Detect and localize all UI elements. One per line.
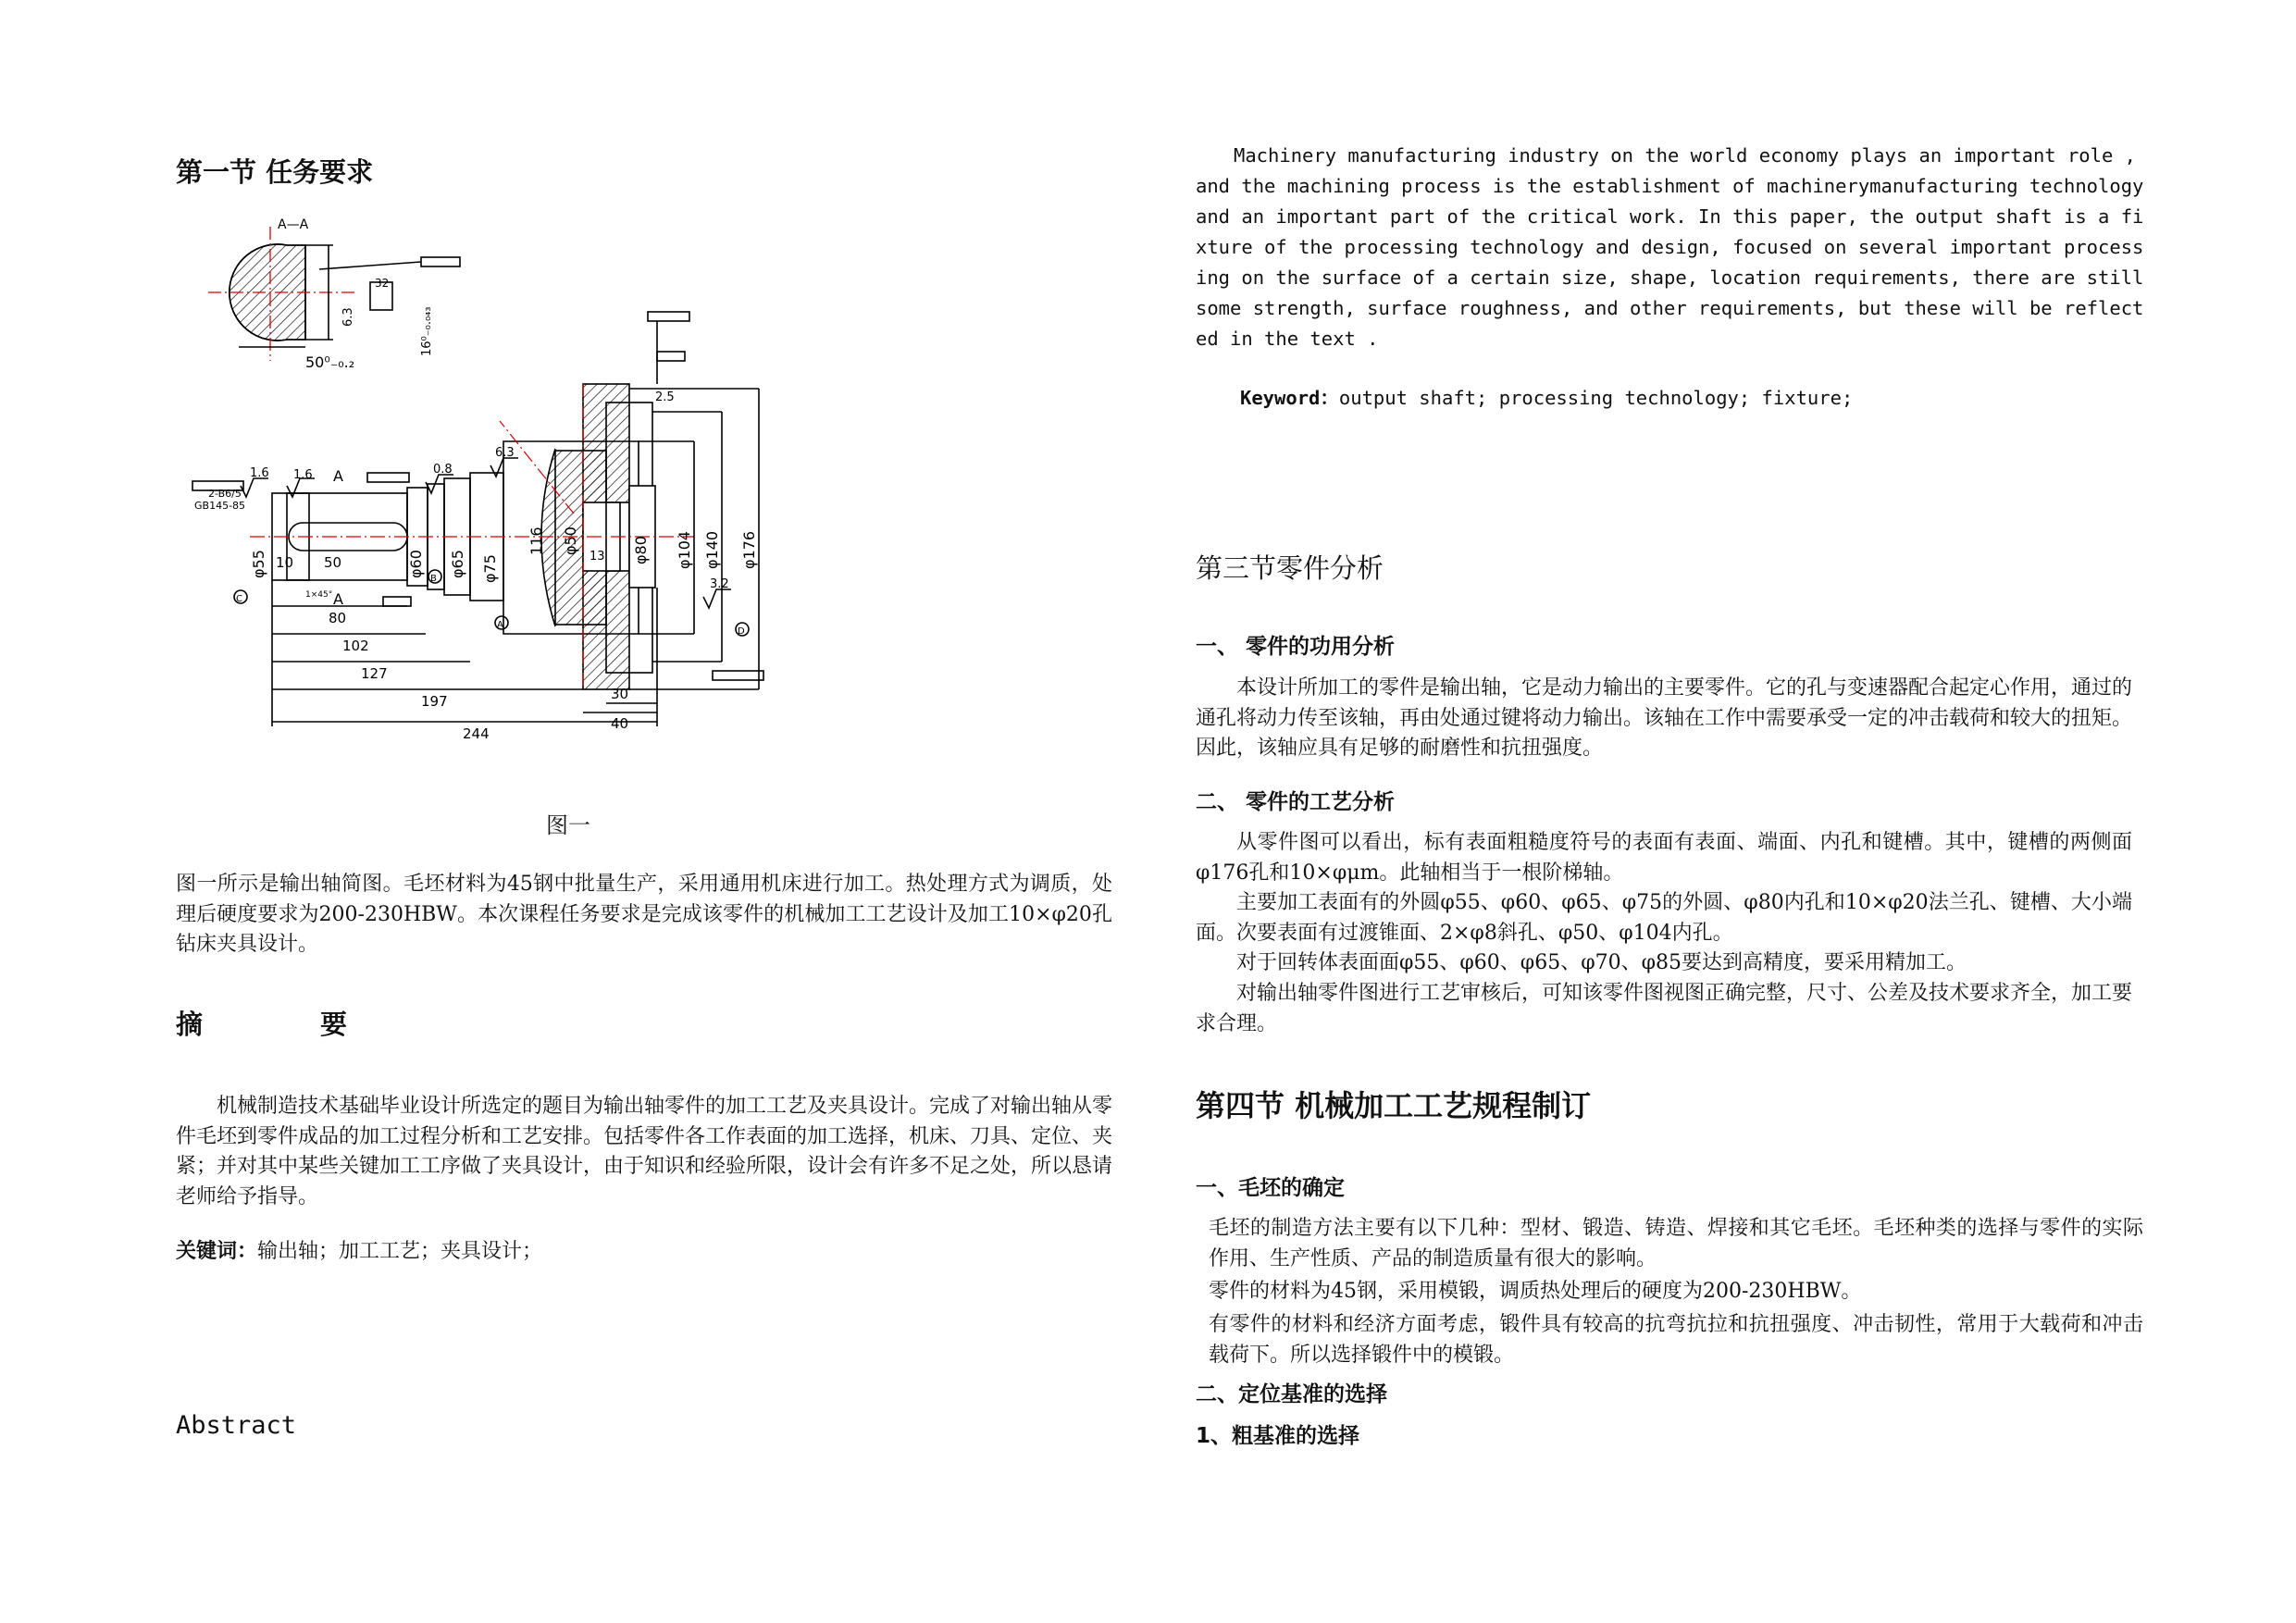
sub4-title: 二、定位基准的选择 xyxy=(1196,1382,1387,1406)
dim-phi50: φ50 xyxy=(562,527,579,555)
shaft-body xyxy=(250,384,694,689)
dimension-lines xyxy=(192,312,763,726)
abstract-cn-title-char-1: 摘 xyxy=(176,1009,204,1040)
sub2-paragraph-3: 对于回转体表面面φ55、φ60、φ65、φ70、φ85要达到高精度，要采用精加工。 xyxy=(1236,951,1967,974)
sub2-title: 二、 零件的工艺分析 xyxy=(1196,790,1396,814)
dim-phi60: φ60 xyxy=(407,550,425,578)
label-section-mark-bottom: A xyxy=(333,590,343,608)
figure-caption: 图一 xyxy=(546,812,590,838)
dim-6-3-section: 6.3 xyxy=(341,307,355,327)
section4-title: 第四节 机械加工工艺规程制订 xyxy=(1196,1088,1592,1123)
abstract-cn-title-char-2: 要 xyxy=(319,1009,347,1040)
dim-127: 127 xyxy=(361,665,388,682)
roughness-0-8: 0.8 xyxy=(433,463,453,477)
dim-2-5: 2.5 xyxy=(655,390,675,404)
dim-32-section: 32 xyxy=(375,277,390,290)
intro-paragraph: 图一所示是输出轴简图。毛坯材料为45钢中批量生产，采用通用机床进行加工。热处理方式为调质，处理后硬度要求为200-230HBW。本次课程任务要求是完成该零件的机械加工工艺设计及加工10×φ20孔钻床夹具设计。 xyxy=(176,873,1112,956)
keyword-en-value: output shaft; processing technology; fixture; xyxy=(1338,387,1854,409)
dim-50: 50 xyxy=(324,554,342,571)
dim-phi176: φ176 xyxy=(740,530,758,569)
dim-phi140: φ140 xyxy=(703,530,721,569)
abstract-en-paragraph: Machinery manufacturing industry on the world economy plays an important role , and the machining process is the establishment of machinerymanufacturing technology and an important part of the critical work. In this paper, the output shaft is a fixture of the processing technology and design, focused on several important processing on the surface of a certain size, shape, location requirements, there are still some strength, surface roughness, and other requirements, but these will be reflected in the text . xyxy=(1196,144,2144,350)
section1-title: 第一节 任务要求 xyxy=(176,156,374,188)
sub2-paragraph-4: 对输出轴零件图进行工艺审核后，可知该零件图视图正确完整，尺寸、公差及技术要求齐全，加工要求合理。 xyxy=(1196,982,2133,1035)
dim-phi80: φ80 xyxy=(632,536,650,564)
sub1-paragraph: 本设计所加工的零件是输出轴，它是动力输出的主要零件。它的孔与变速器配合起定心作用，通过的通孔将动力传至该轴，再由处通过键将动力输出。该轴在工作中需要承受一定的冲击载荷和较大的扭矩。因此，该轴应具有足够的耐磨性和抗扭强度。 xyxy=(1196,676,2133,760)
roughness-1-6-b: 1.6 xyxy=(293,468,313,482)
keywords-cn xyxy=(176,1237,1112,1268)
sub5-title: 1、粗基准的选择 xyxy=(1196,1424,1360,1448)
abstract-cn-paragraph: 机械制造技术基础毕业设计所选定的题目为输出轴零件的加工工艺及夹具设计。完成了对输出轴从零件毛坯到零件成品的加工过程分析和工艺安排。包括零件各工作表面的加工选择，机床、刀具、定位、夹紧；并对其中某些关键加工工序做了夹具设计，由于知识和经验所限，设计会有许多不足之处，所以恳请老师给予指导。 xyxy=(176,1095,1113,1208)
roughness-1-6-a: 1.6 xyxy=(250,466,269,480)
dim-116: 116 xyxy=(527,527,545,555)
datum-a: A xyxy=(497,620,503,630)
sub3-paragraph-3: 有零件的材料和经济方面考虑，锻件具有较高的抗弯抗拉和抗扭强度、冲击韧性，常用于大载荷和冲击载荷下。所以选择锻件中的模锻。 xyxy=(1209,1313,2143,1367)
dim-80: 80 xyxy=(329,610,347,626)
roughness-3-2: 3.2 xyxy=(710,577,729,591)
keywords-cn-value: 输出轴；加工工艺；夹具设计； xyxy=(257,1240,543,1263)
label-section-mark-top: A xyxy=(333,467,343,485)
dim-40: 40 xyxy=(611,715,629,732)
section3-title: 第三节零件分析 xyxy=(1196,552,1384,584)
dim-phi65: φ65 xyxy=(449,550,466,578)
datum-c: C xyxy=(236,594,242,604)
dim-10: 10 xyxy=(276,554,294,571)
dim-16-key: 16⁰₋₀.₀₄₃ xyxy=(420,306,434,356)
sub2-paragraph-2: 主要加工表面有的外圆φ55、φ60、φ65、φ75的外圆、φ80内孔和10×φ20法兰孔、键槽、大小端面。次要表面有过渡锥面、2×φ8斜孔、φ50、φ104内孔。 xyxy=(1196,891,2132,945)
sub3-paragraph-2: 零件的材料为45钢，采用模锻，调质热处理后的硬度为200-230HBW。 xyxy=(1209,1280,1862,1303)
sub3-title: 一、毛坯的确定 xyxy=(1196,1176,1345,1200)
chamfer-note: 1×45° xyxy=(305,590,333,600)
sub1-title: 一、 零件的功用分析 xyxy=(1196,635,1396,659)
abstract-en-title: Abstract xyxy=(176,1411,297,1440)
sub2-paragraph-1: 从零件图可以看出，标有表面粗糙度符号的表面有表面、端面、内孔和键槽。其中，键槽的两侧面φ176孔和10×φμm。此轴相当于一根阶梯轴。 xyxy=(1196,831,2132,885)
label-section-aa: A—A xyxy=(278,217,309,232)
note-gb-1: 2-B6/5 xyxy=(208,488,242,500)
keywords-cn-label: 关键词： xyxy=(176,1240,258,1263)
dim-50-width: 50⁰₋₀.₂ xyxy=(305,353,355,371)
dim-phi104: φ104 xyxy=(676,530,693,569)
dim-102: 102 xyxy=(342,638,369,654)
sub3-paragraph-1: 毛坯的制造方法主要有以下几种：型材、锻造、铸造、焊接和其它毛坯。毛坯种类的选择与零件的实际作用、生产性质、产品的制造质量有很大的影响。 xyxy=(1209,1217,2143,1270)
datum-d: D xyxy=(738,626,745,637)
roughness-6-3: 6.3 xyxy=(495,446,515,460)
keyword-en xyxy=(1240,383,2147,414)
shaft-drawing xyxy=(176,208,861,763)
abstract-cn-title xyxy=(176,1004,347,1042)
note-gb-2: GB145-85 xyxy=(194,500,246,512)
dim-phi75: φ75 xyxy=(481,554,499,583)
datum-b: B xyxy=(430,574,437,584)
dim-30: 30 xyxy=(611,686,629,702)
dim-197: 197 xyxy=(421,693,448,710)
dim-244: 244 xyxy=(463,725,490,742)
dim-13: 13 xyxy=(590,550,605,564)
keyword-en-label: Keyword： xyxy=(1240,387,1339,409)
dim-phi55: φ55 xyxy=(250,550,267,578)
